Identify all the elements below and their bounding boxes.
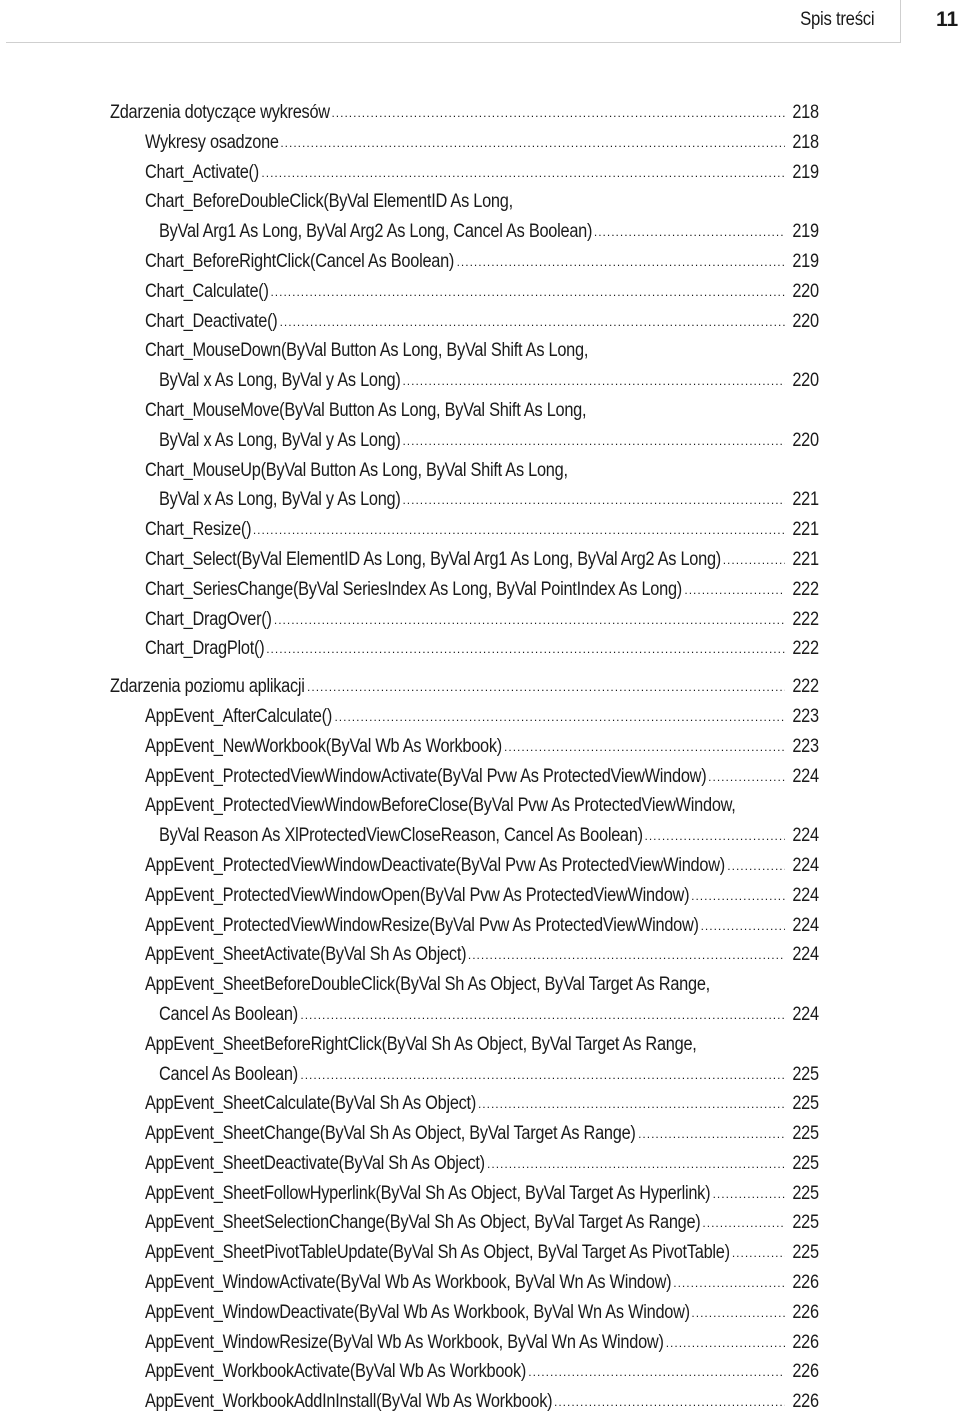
- toc-page-number: 224: [792, 854, 819, 876]
- dot-leader: [645, 822, 786, 852]
- toc-entry: [110, 575, 819, 605]
- toc-entry-title: AppEvent_SheetCalculate(ByVal Sh As Object): [145, 1093, 477, 1115]
- toc-entry: [110, 762, 819, 792]
- toc-entry-line: [145, 911, 819, 941]
- toc-entry: [110, 456, 819, 516]
- toc-page-number: 222: [792, 578, 819, 600]
- toc-entry: [110, 702, 819, 732]
- toc-entry-line: [145, 456, 819, 486]
- toc-page-number: 220: [792, 370, 819, 392]
- toc-entry: [110, 791, 819, 851]
- toc-entry-title: AppEvent_SheetFollowHyperlink(ByVal Sh As Object, ByVal Target As Hyperlink): [145, 1182, 711, 1204]
- dot-leader: [594, 218, 785, 248]
- toc-entry-line: [145, 187, 819, 217]
- toc-entry-title: Wykresy osadzone: [145, 131, 279, 153]
- toc-entry-title: AppEvent_SheetDeactivate(ByVal Sh As Object): [145, 1152, 485, 1174]
- toc-entry-title: AppEvent_SheetSelectionChange(ByVal Sh As Object, ByVal Target As Range): [145, 1212, 701, 1234]
- dot-leader: [673, 1269, 785, 1299]
- toc-entry-line: [145, 1357, 819, 1387]
- toc-entry-title: AppEvent_ProtectedViewWindowBeforeClose(ByVal Pvw As ProtectedViewWindow,: [145, 795, 736, 817]
- toc-entry-title: AppEvent_ProtectedViewWindowResize(ByVal Pvw As ProtectedViewWindow): [145, 914, 699, 936]
- toc-entry: [110, 1208, 819, 1238]
- toc-page-number: 218: [792, 131, 819, 153]
- toc-page-number: 221: [792, 519, 819, 541]
- toc-entry-title: Chart_DragPlot(): [145, 638, 265, 660]
- toc-entry-title: ByVal Reason As XlProtectedViewCloseReason, Cancel As Boolean): [159, 825, 643, 847]
- toc-entry-title: AppEvent_SheetPivotTableUpdate(ByVal Sh As Object, ByVal Target As PivotTable): [145, 1242, 730, 1264]
- toc-page-number: 225: [792, 1123, 819, 1145]
- toc-entry: [110, 605, 819, 635]
- toc-entry: [110, 307, 819, 337]
- toc-page-number: 221: [792, 489, 819, 511]
- dot-leader: [280, 308, 786, 338]
- toc-entry: [110, 634, 819, 664]
- toc-entry-line: [145, 1179, 819, 1209]
- toc-entry-line: [145, 1298, 819, 1328]
- dot-leader: [732, 1239, 785, 1269]
- toc-entry: [110, 851, 819, 881]
- dot-leader: [702, 1209, 785, 1239]
- toc-entry: [110, 1179, 819, 1209]
- toc-page-number: 224: [792, 884, 819, 906]
- toc-entry-line: [145, 1149, 819, 1179]
- toc-entry-line: [145, 634, 819, 664]
- toc-section-entry: [110, 672, 819, 702]
- toc-entry-title: ByVal x As Long, ByVal y As Long): [159, 489, 401, 511]
- dot-leader: [723, 546, 785, 576]
- toc-entry: [110, 277, 819, 307]
- toc-entry: [110, 545, 819, 575]
- toc-page-number: 226: [792, 1331, 819, 1353]
- toc-entry-title: Chart_Resize(): [145, 519, 252, 541]
- toc-entry: [110, 247, 819, 277]
- dot-leader: [638, 1120, 785, 1150]
- toc-page-number: 226: [792, 1272, 819, 1294]
- toc-entry: [110, 970, 819, 1030]
- toc-entry-line: [145, 821, 819, 851]
- toc-entry-line: [145, 485, 819, 515]
- toc-page-number: 225: [792, 1093, 819, 1115]
- toc-entry-title: AppEvent_SheetBeforeDoubleClick(ByVal Sh As Object, ByVal Target As Range,: [145, 974, 710, 996]
- toc-entry-line: [145, 605, 819, 635]
- dot-leader: [487, 1150, 785, 1180]
- toc-entry: [110, 1030, 819, 1090]
- toc-entry-line: [145, 791, 819, 821]
- toc-entry: [110, 1268, 819, 1298]
- dot-leader: [334, 703, 785, 733]
- dot-leader: [727, 852, 785, 882]
- toc-entry: [110, 515, 819, 545]
- toc-page-number: 225: [792, 1152, 819, 1174]
- toc-page-number: 219: [792, 161, 819, 183]
- dot-leader: [691, 1299, 785, 1329]
- toc-entry-line: [145, 366, 819, 396]
- toc-entry-line: [145, 762, 819, 792]
- toc-entry: [110, 396, 819, 456]
- toc-page-number: 219: [792, 250, 819, 272]
- toc-page-number: 220: [792, 280, 819, 302]
- dot-leader: [528, 1358, 785, 1388]
- toc-page-number: 226: [792, 1301, 819, 1323]
- toc-entry: [110, 911, 819, 941]
- toc-entry-line: [145, 128, 819, 158]
- dot-leader: [457, 248, 786, 278]
- toc-entry: [110, 1357, 819, 1387]
- dot-leader: [280, 129, 785, 159]
- toc-page-number: 224: [792, 944, 819, 966]
- toc-entry-line: [145, 575, 819, 605]
- page-number: 11: [936, 8, 959, 31]
- page-header: [0, 0, 960, 46]
- toc-entry: [110, 881, 819, 911]
- toc-entry-title: AppEvent_AfterCalculate(): [145, 705, 333, 727]
- toc-entry-title: Chart_BeforeRightClick(Cancel As Boolean): [145, 250, 455, 272]
- dot-leader: [300, 1001, 785, 1031]
- dot-leader: [468, 941, 785, 971]
- toc-page-number: 225: [792, 1063, 819, 1085]
- toc-entry-title: Zdarzenia dotyczące wykresów: [110, 102, 330, 123]
- toc-entry: [110, 940, 819, 970]
- toc-entry-title: AppEvent_SheetActivate(ByVal Sh As Object): [145, 944, 467, 966]
- dot-leader: [504, 733, 785, 763]
- dot-leader: [708, 763, 785, 793]
- dot-leader: [666, 1329, 785, 1359]
- toc-entry-line: [145, 277, 819, 307]
- header-rule: [6, 42, 900, 43]
- toc-entry-title: AppEvent_SheetChange(ByVal Sh As Object, ByVal Target As Range): [145, 1123, 636, 1145]
- toc-entry-title: AppEvent_WindowDeactivate(ByVal Wb As Workbook, ByVal Wn As Window): [145, 1301, 690, 1323]
- toc-entry-title: AppEvent_WindowResize(ByVal Wb As Workbook, ByVal Wn As Window): [145, 1331, 664, 1353]
- toc-entry-line: [110, 672, 819, 702]
- toc-entry-title: AppEvent_ProtectedViewWindowActivate(ByVal Pvw As ProtectedViewWindow): [145, 765, 707, 787]
- toc-page-number: 222: [792, 608, 819, 630]
- toc-entry: [110, 1328, 819, 1358]
- toc-entry-title: ByVal x As Long, ByVal y As Long): [159, 370, 401, 392]
- toc-page-number: 222: [792, 676, 819, 698]
- toc-entry-title: AppEvent_WorkbookAddInInstall(ByVal Wb As Workbook): [145, 1391, 553, 1413]
- toc-entry: [110, 1119, 819, 1149]
- toc-page-number: 225: [792, 1182, 819, 1204]
- toc-entry-title: Chart_MouseUp(ByVal Button As Long, ByVal Shift As Long,: [145, 459, 568, 481]
- dot-leader: [691, 882, 785, 912]
- toc-entry: [110, 336, 819, 396]
- toc-entry-line: [145, 247, 819, 277]
- toc-entry: [110, 732, 819, 762]
- toc-entry-title: Chart_BeforeDoubleClick(ByVal ElementID As Long,: [145, 191, 513, 213]
- toc-entry-line: [145, 515, 819, 545]
- toc-entry-line: [145, 1268, 819, 1298]
- toc-entry-line: [145, 307, 819, 337]
- toc-page-number: 223: [792, 735, 819, 757]
- toc-page-number: 226: [792, 1361, 819, 1383]
- toc-entry-title: Chart_DragOver(): [145, 608, 272, 630]
- dot-leader: [402, 427, 785, 457]
- toc-entry-line: [145, 1387, 819, 1417]
- toc-entry-title: ByVal Arg1 As Long, ByVal Arg2 As Long, Cancel As Boolean): [159, 221, 593, 243]
- toc-entry: [110, 1387, 819, 1417]
- toc-entry-line: [145, 1119, 819, 1149]
- dot-leader: [331, 99, 785, 129]
- toc-entry-line: [145, 881, 819, 911]
- toc-page-number: 220: [792, 429, 819, 451]
- toc-entry-line: [145, 1030, 819, 1060]
- header-divider: [900, 0, 901, 43]
- toc-entry-title: AppEvent_WorkbookActivate(ByVal Wb As Workbook): [145, 1361, 527, 1383]
- toc-entry-title: ByVal x As Long, ByVal y As Long): [159, 429, 401, 451]
- toc-entry-title: Chart_MouseDown(ByVal Button As Long, ByVal Shift As Long,: [145, 340, 589, 362]
- dot-leader: [270, 278, 785, 308]
- toc-page-number: 225: [792, 1242, 819, 1264]
- dot-leader: [684, 576, 785, 606]
- toc-page-number: 224: [792, 914, 819, 936]
- toc-entry-line: [145, 545, 819, 575]
- toc-entry-line: [145, 851, 819, 881]
- toc-entry: [110, 1149, 819, 1179]
- toc-entry-line: [110, 98, 819, 128]
- toc-entry-line: [145, 1238, 819, 1268]
- toc-page-number: 220: [792, 310, 819, 332]
- toc-entry-title: Chart_Activate(): [145, 161, 259, 183]
- toc-entry-title: AppEvent_NewWorkbook(ByVal Wb As Workbook): [145, 735, 502, 757]
- toc-entry-line: [145, 1000, 819, 1030]
- toc-section-entry: [110, 98, 819, 128]
- toc-entry-line: [145, 940, 819, 970]
- dot-leader: [261, 159, 785, 189]
- dot-leader: [554, 1388, 785, 1418]
- running-header-title: Spis treści: [799, 9, 874, 30]
- toc-entry: [110, 128, 819, 158]
- toc-entry: [110, 1238, 819, 1268]
- toc-entry-line: [145, 426, 819, 456]
- dot-leader: [300, 1061, 785, 1091]
- toc-entry: [110, 187, 819, 247]
- toc-page-number: 226: [792, 1391, 819, 1413]
- toc-entry-line: [145, 1089, 819, 1119]
- toc-entry-line: [145, 702, 819, 732]
- toc-entry-title: Cancel As Boolean): [159, 1003, 298, 1025]
- toc-entry-title: Cancel As Boolean): [159, 1063, 298, 1085]
- toc-entry-title: AppEvent_SheetBeforeRightClick(ByVal Sh As Object, ByVal Target As Range,: [145, 1033, 697, 1055]
- toc-entry-line: [145, 336, 819, 366]
- toc-entry-line: [145, 1060, 819, 1090]
- toc-entry-line: [145, 732, 819, 762]
- toc-entry-title: AppEvent_WindowActivate(ByVal Wb As Workbook, ByVal Wn As Window): [145, 1272, 672, 1294]
- toc-entry-title: Zdarzenia poziomu aplikacji: [110, 676, 305, 698]
- table-of-contents: [110, 98, 819, 1417]
- dot-leader: [253, 516, 785, 546]
- toc-page-number: 219: [792, 221, 819, 243]
- toc-entry-line: [145, 217, 819, 247]
- toc-entry-title: Chart_Deactivate(): [145, 310, 278, 332]
- toc-entry-line: [145, 970, 819, 1000]
- toc-entry: [110, 158, 819, 188]
- toc-entry-title: Chart_Select(ByVal ElementID As Long, ByVal Arg1 As Long, ByVal Arg2 As Long): [145, 548, 721, 570]
- toc-page-number: 221: [792, 548, 819, 570]
- toc-page-number: 224: [792, 1003, 819, 1025]
- toc-entry: [110, 1089, 819, 1119]
- toc-entry-line: [145, 1208, 819, 1238]
- dot-leader: [307, 673, 785, 703]
- toc-page-number: 223: [792, 705, 819, 727]
- toc-page-number: 222: [792, 638, 819, 660]
- toc-page-number: 224: [792, 825, 819, 847]
- toc-entry-line: [145, 158, 819, 188]
- toc-page-number: 225: [792, 1212, 819, 1234]
- toc-entry: [110, 1298, 819, 1328]
- dot-leader: [266, 635, 785, 665]
- toc-entry-title: Chart_Calculate(): [145, 280, 269, 302]
- dot-leader: [478, 1090, 785, 1120]
- dot-leader: [402, 486, 785, 516]
- toc-entry-line: [145, 396, 819, 426]
- toc-entry-title: AppEvent_ProtectedViewWindowOpen(ByVal Pvw As ProtectedViewWindow): [145, 884, 690, 906]
- dot-leader: [274, 606, 785, 636]
- toc-page-number: 218: [792, 102, 819, 123]
- dot-leader: [713, 1180, 786, 1210]
- toc-entry-line: [145, 1328, 819, 1358]
- toc-entry-title: Chart_SeriesChange(ByVal SeriesIndex As Long, ByVal PointIndex As Long): [145, 578, 682, 600]
- toc-entry-title: Chart_MouseMove(ByVal Button As Long, ByVal Shift As Long,: [145, 399, 587, 421]
- dot-leader: [701, 912, 786, 942]
- toc-page-number: 224: [792, 765, 819, 787]
- dot-leader: [402, 367, 785, 397]
- toc-entry-title: AppEvent_ProtectedViewWindowDeactivate(ByVal Pvw As ProtectedViewWindow): [145, 854, 725, 876]
